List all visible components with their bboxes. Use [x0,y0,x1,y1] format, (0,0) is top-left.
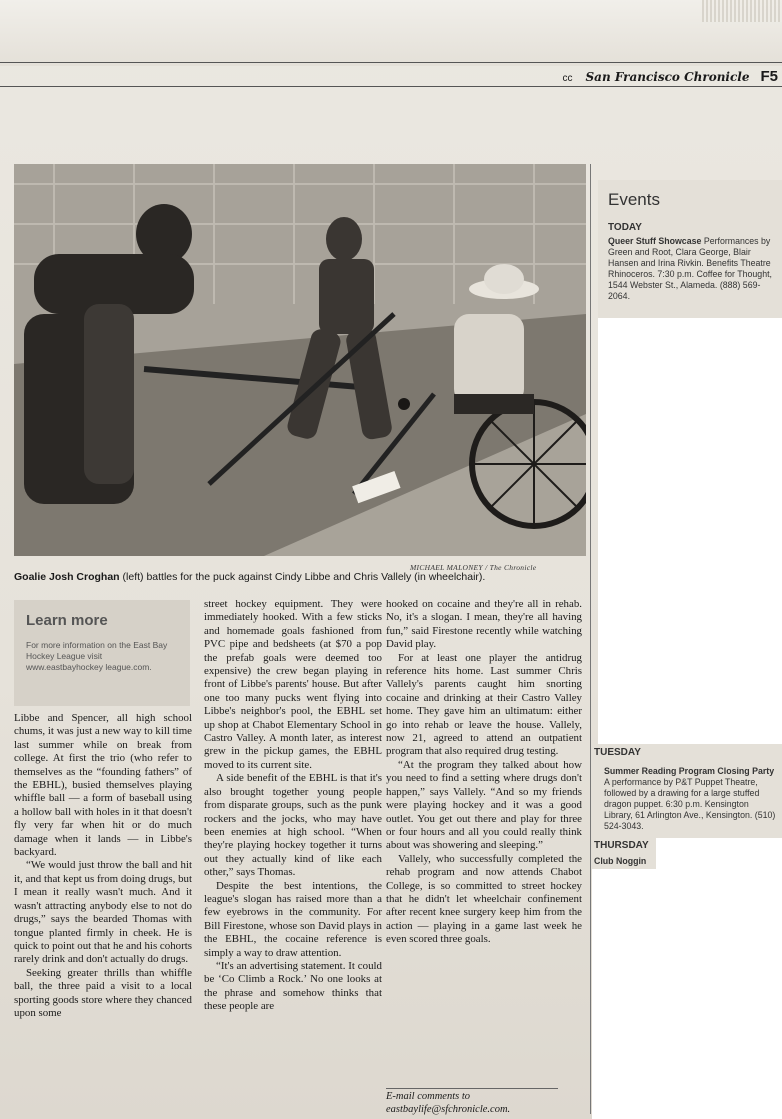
paragraph: street hockey equipment. They were immediately hooked. With a few sticks and homemade goals fashioned from PVC pipe and bedsheets (at $70 a pop the prefab goals were deemed too expensive) the crew began playing in front of Libbe's parents' house. But after one too many pucks went flying into Libbe's neighbor's pool, the EBHL set up shop at Chabot Elementary School in Castro Valley. A month later, as interest grew in the pickup games, the EBHL moved to its current site. [204,598,382,771]
paragraph: For at least one player the antidrug reference hits home. Last summer Chris Vallely's parents caught him snorting cocaine and drinking at their Castro Valley home. They gave him an ultimatum: either go into rehab or leave the house. Vallely, now 21, agreed to attend an outpatient program that also required drug testing. [386,651,582,758]
tuesday-label: TUESDAY [594,747,641,758]
edition-code: cc [562,73,573,84]
event-details: A performance by P&T Puppet Theatre, followed by a drawing for a large stuffed dragon puppet. 6:30 p.m. Kensington Library, 61 Arlington Ave., Kensington. (510) 524-3043. [604,777,776,831]
paragraph: “We would just throw the ball and hit it, and that kept us from doing drugs, but I mean it really wasn't much. And it wasn't attracting anybody else to not do drugs,” says the bearded Thomas with tongue planted firmly in cheek. He is quick to point out that he and his cohorts rarely drink and don't actually do drugs. [14,859,192,966]
paragraph: Seeking greater thrills than whiffle ball, the three paid a visit to a local sporting goods store where they chanced upon some [14,966,192,1019]
today-event [608,236,780,302]
blank-area [656,838,782,870]
caption-text: (left) battles for the puck against Cindy Libbe and Chris Vallely (in wheelchair). [122,571,486,583]
tuesday-event [604,766,776,832]
event-name: Queer Stuff Showcase [608,236,702,246]
paragraph: hooked on cocaine and they're all in rehab. No, it's a slogan. I mean, they're all having fun,” said Firestone recently while watching David play. [386,598,582,651]
events-box [598,180,782,318]
masthead [563,68,778,85]
learn-more-title: Learn more [26,612,108,629]
event-details: Performances by Green and Root, Clara George, Blair Hansen and Irina Rivkin. Benefits Theatre Rhinoceros. 7:30 p.m. Coffee for Thought, 1544 Webster St., Alameda. (888) 569-2064. [608,236,772,301]
column-divider [590,164,591,1114]
photo-caption [14,571,586,583]
torn-edge [702,0,782,22]
events-title: Events [608,190,660,209]
thursday-label: THURSDAY [594,840,649,851]
paragraph: “At the program they talked about how you need to find a setting where drugs don't happen,” says Vallely. “And so my friends were playing hockey and it was a good outlet. You get out there and play for three or four hours and all you could really think about was showering and sleeping.” [386,758,582,852]
email-comments: E-mail comments to eastbaylife@sfchronicle.com. [386,1091,511,1115]
article-column-3 [386,598,582,947]
caption-lead: Goalie Josh Croghan [14,571,120,583]
article-column-2 [204,598,382,1014]
learn-more-box [14,600,190,706]
page-top-margin [0,0,782,66]
masthead-rule [0,86,782,87]
thursday-event: Club Noggin [594,856,647,866]
paragraph: A side benefit of the EBHL is that it's also brought together young people from disparate groups, such as the punk rockers and the jocks, who may have been enemies at high school. “When they're playing hockey together it turns out they actually kind of like each other,” says Thomas. [204,772,382,879]
event-name: Summer Reading Program Closing Party [604,766,775,776]
paragraph: “It's an advertising statement. It could be ‘Co Climb a Rock.’ No one looks at the phrase and somehow thinks that these people are [204,959,382,1013]
paragraph: Vallely, who successfully completed the rehab program and now attends Chabot College, is so committed to street hockey that he didn't let wheelchair confinement after recent knee surgery keep him from the action — playing in a game last week he even scored three goals. [386,852,582,946]
blank-area [592,869,782,1119]
photo-credit: MICHAEL MALONEY / The Chronicle [410,563,537,572]
paper-name: San Francisco Chronicle [585,70,750,84]
blank-area [598,318,782,744]
today-label: TODAY [608,222,642,233]
top-rule [0,62,782,63]
paragraph: Despite the best intentions, the league's slogan has raised more than a few eyebrows in the community. For Bill Firestone, whose son David plays in the EBHL, the cocaine reference is simply a way to draw attention. [204,879,382,959]
paragraph: Libbe and Spencer, all high school chums, it was just a new way to kill time last summer while on break from college. At first the trio (who refer to themselves as the “founding fathers” of the EBHL), busied themselves playing whiffle ball — a form of baseball using a hollow ball with holes in it that doesn't fly very far when hit or do much damage when it lands — in Libbe's backyard. [14,712,192,859]
hockey-photo [14,164,586,556]
article-column-1 [14,712,192,1020]
page-number: F5 [760,68,778,85]
divider [386,1088,558,1089]
learn-more-text: For more information on the East Bay Hockey League visit www.eastbayhockey league.com. [26,640,168,672]
